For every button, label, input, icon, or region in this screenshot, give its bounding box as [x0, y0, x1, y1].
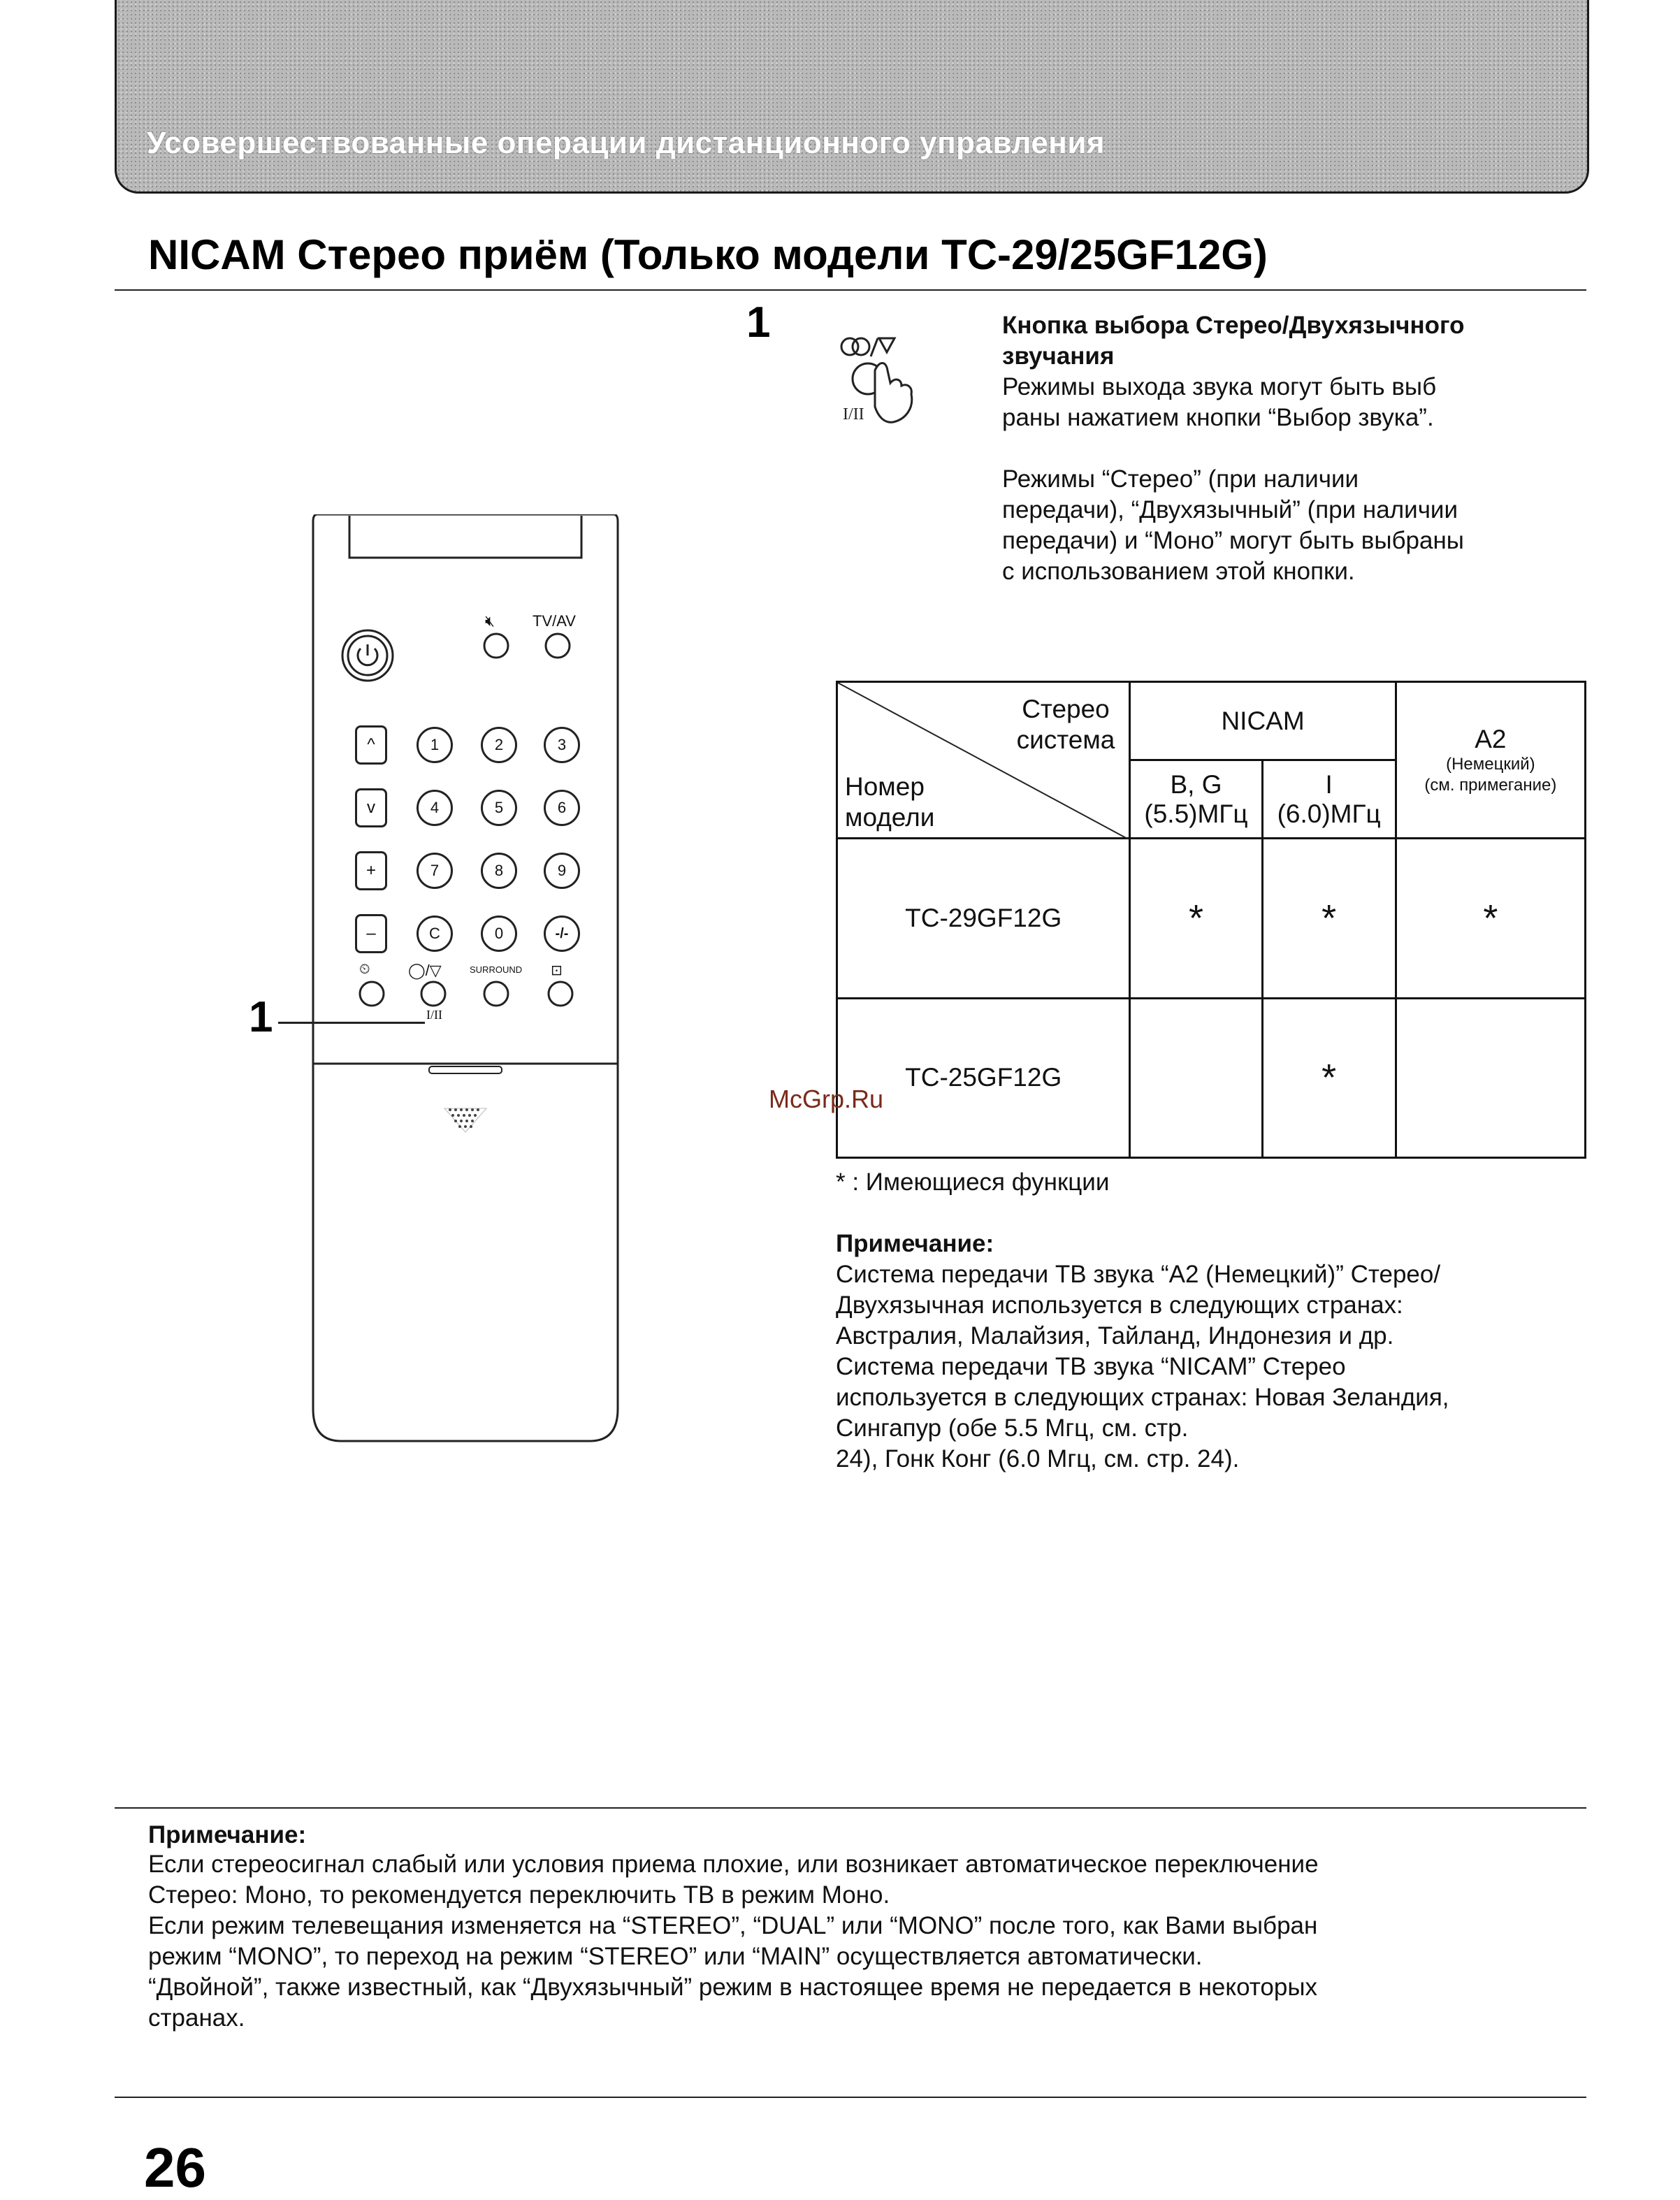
note2-line: режим “MONO”, то переход на режим “STEREO” или “MAIN” осуществляется автоматически.	[148, 1943, 1203, 1970]
sound-select-label: I/II	[426, 1008, 442, 1022]
page-number: 26	[144, 2136, 206, 2199]
key-9[interactable]: 9	[544, 853, 580, 889]
step-body-line1: Режимы выхода звука могут быть выб	[1002, 373, 1437, 400]
model-cell: TC-29GF12G	[837, 839, 1130, 998]
step-heading-line2: звучания	[1002, 342, 1115, 370]
channel-down-button[interactable]: v	[355, 788, 387, 827]
volume-down-button[interactable]: –	[355, 914, 387, 953]
surround-button[interactable]	[482, 980, 510, 1008]
banner-title: Усовершествованные операции дистанционного управления	[147, 126, 1106, 160]
channel-up-button[interactable]: ^	[355, 725, 387, 765]
note2-line: Стерео: Моно, то рекомендуется переключить ТВ в режим Моно.	[148, 1881, 890, 1909]
key-1[interactable]: 1	[417, 727, 453, 763]
key-7[interactable]: 7	[417, 853, 453, 889]
footer-divider	[115, 2097, 1586, 2098]
tvav-label: TV/AV	[533, 612, 576, 630]
key-digit-toggle[interactable]: -/-	[544, 916, 580, 952]
key-2[interactable]: 2	[481, 727, 517, 763]
key-8[interactable]: 8	[481, 853, 517, 889]
nicam-header: NICAM	[1130, 682, 1396, 760]
sound-select-symbol: ◯/▽	[408, 962, 442, 979]
bg-cell	[1130, 998, 1262, 1157]
a2-header: A2	[1475, 724, 1507, 753]
bg-header-cell	[1130, 760, 1262, 839]
note1-line: Сингапур (обе 5.5 Мгц, см. стр.	[836, 1414, 1189, 1442]
step-body2-line2: передачи), “Двухязычный” (при наличии	[1002, 496, 1458, 523]
step-body2-line1: Режимы “Стерео” (при наличии	[1002, 465, 1359, 493]
note1-title: Примечание:	[836, 1230, 994, 1257]
header-banner	[115, 0, 1589, 194]
note2-divider	[115, 1807, 1586, 1809]
i-line1: I	[1325, 769, 1333, 799]
key-5[interactable]: 5	[481, 790, 517, 826]
note1-line: Австралия, Малайзия, Тайланд, Индонезия и др.	[836, 1322, 1394, 1349]
step-body2-line4: с использованием этой кнопки.	[1002, 558, 1355, 585]
note1-line: Двухязычная используется в следующих странах:	[836, 1291, 1403, 1319]
corner-top-line1: Стерео	[1022, 695, 1110, 723]
table-legend: * : Имеющиеся функции	[836, 1168, 1110, 1196]
note1-line: 24), Гонк Конг (6.0 Мгц, см. стр. 24).	[836, 1445, 1240, 1472]
a2-cell	[1396, 998, 1585, 1157]
note2-line: “Двойной”, также известный, как “Двухязычный” режим в настоящее время не передается в некоторых	[148, 1974, 1318, 2001]
bg-line1: B, G	[1170, 769, 1222, 799]
mute-icon: 🔇︎	[485, 612, 495, 630]
note2-line: Если режим телевещания изменяется на “STEREO”, “DUAL” или “MONO” после того, как Вами выбран	[148, 1912, 1318, 1939]
corner-top-line2: система	[1016, 725, 1115, 754]
corner-bottom-line2: модели	[845, 803, 935, 832]
a2-sub2: (см. примегание)	[1424, 775, 1557, 795]
key-6[interactable]: 6	[544, 790, 580, 826]
table-corner-cell	[837, 682, 1130, 839]
a2-cell: *	[1396, 839, 1585, 998]
step-body2-line3: передачи) и “Моно” могут быть выбраны	[1002, 527, 1464, 554]
note2-line: странах.	[148, 2004, 245, 2032]
remote-callout-line	[278, 1022, 425, 1024]
key-0[interactable]: 0	[481, 916, 517, 952]
mute-button[interactable]	[482, 632, 510, 660]
note2-line: Если стереосигнал слабый или условия приема плохие, или возникает автоматическое переключение	[148, 1851, 1319, 1878]
step-number: 1	[746, 298, 771, 347]
timer-button[interactable]	[358, 980, 386, 1008]
i-line2: (6.0)МГц	[1277, 799, 1381, 828]
volume-up-button[interactable]: +	[355, 851, 387, 890]
key-3[interactable]: 3	[544, 727, 580, 763]
sound-select-button[interactable]	[419, 980, 447, 1008]
key-c[interactable]: C	[417, 916, 453, 952]
picture-mode-button[interactable]	[546, 980, 574, 1008]
key-4[interactable]: 4	[417, 790, 453, 826]
a2-sub1: (Немецкий)	[1446, 754, 1535, 774]
remote-control-illustration	[310, 514, 621, 1442]
remote-callout-number: 1	[249, 993, 273, 1041]
i-cell: *	[1262, 839, 1396, 998]
timer-icon: ⏲	[359, 962, 370, 977]
picture-mode-icon: ⊡	[551, 963, 563, 978]
i-cell: *	[1262, 998, 1396, 1157]
bg-cell: *	[1130, 839, 1262, 998]
section-title: NICAM Стерео приём (Только модели TC-29/25GF12G)	[148, 231, 1268, 278]
a2-header-cell	[1396, 682, 1585, 839]
power-icon	[340, 628, 396, 683]
table-row	[837, 839, 1586, 998]
note2-title: Примечание:	[148, 1821, 307, 1848]
table-row	[837, 998, 1586, 1157]
bg-line2: (5.5)МГц	[1144, 799, 1248, 828]
sound-select-icon-label: I/II	[843, 405, 864, 424]
sound-select-button-icon	[818, 321, 943, 440]
step-heading-line1: Кнопка выбора Стерео/Двухязычного	[1002, 312, 1465, 339]
surround-label: SURROUND	[470, 964, 523, 975]
watermark: McGrp.Ru	[769, 1085, 884, 1113]
title-divider	[115, 289, 1586, 291]
model-cell: TC-25GF12G	[837, 998, 1130, 1157]
stereo-system-table	[836, 681, 1586, 1159]
corner-bottom-line1: Номер	[845, 772, 925, 802]
i-header-cell	[1262, 760, 1396, 839]
tvav-button[interactable]	[544, 632, 572, 660]
note1-line: Система передачи ТВ звука “А2 (Немецкий)” Стерео/	[836, 1261, 1441, 1288]
note1-line: используется в следующих странах: Новая Зеландия,	[836, 1384, 1449, 1411]
note1-line: Система передачи ТВ звука “NICAM” Стерео	[836, 1353, 1346, 1380]
step-body-line2: раны нажатием кнопки “Выбор звука”.	[1002, 404, 1434, 431]
